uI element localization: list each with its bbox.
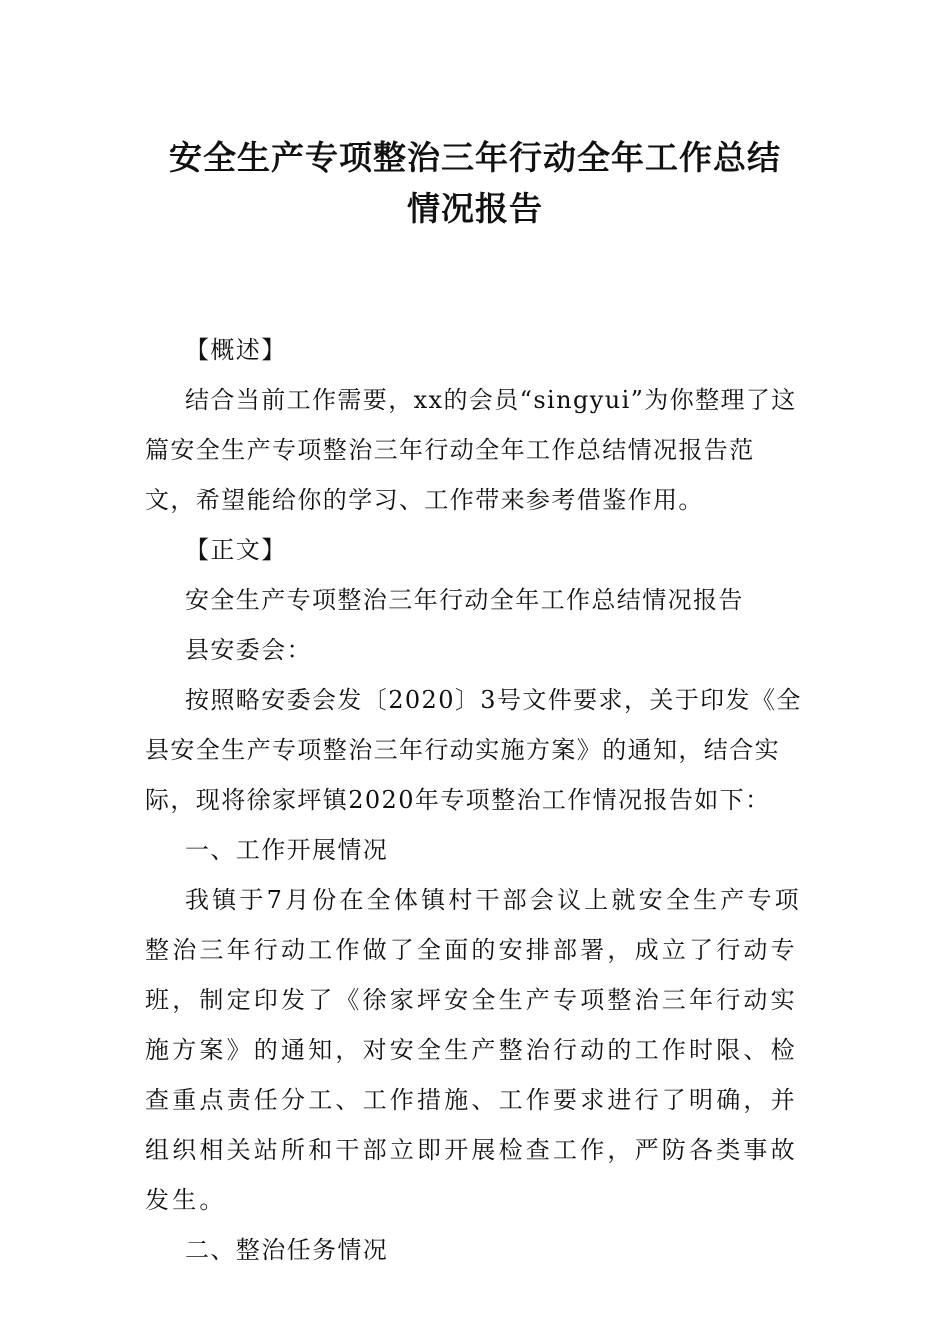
section-1-heading: 一、工作开展情况 xyxy=(185,836,389,864)
document-body xyxy=(145,325,805,1275)
document-title-line-1: 安全生产专项整治三年行动全年工作总结 xyxy=(169,138,781,177)
section-1-paragraph: 我镇于7月份在全体镇村干部会议上就安全生产专项整治三年行动工作做了全面的安排部署，成立了行动专班，制定印发了《徐家坪安全生产专项整治三年行动实施方案》的通知，对安全生产整治行动的工作时限、检查重点责任分工、工作措施、工作要求进行了明确，并组织相关站所和干部立即开展检查工作，严防各类事故发生。 xyxy=(145,886,802,1214)
summary-label: 【概述】 xyxy=(185,336,287,364)
intro-paragraph: 按照略安委会发〔2020〕3号文件要求，关于印发《全县安全生产专项整治三年行动实施方案》的通知，结合实际，现将徐家坪镇2020年专项整治工作情况报告如下： xyxy=(145,686,802,814)
main-text-label: 【正文】 xyxy=(185,536,287,564)
section-2-heading: 二、整治任务情况 xyxy=(185,1236,389,1264)
summary-paragraph: 结合当前工作需要，xx的会员“singyui”为你整理了这篇安全生产专项整治三年行动全年工作总结情况报告范文，希望能给你的学习、工作带来参考借鉴作用。 xyxy=(145,386,797,514)
document-title-line-2: 情况报告 xyxy=(407,189,543,228)
recipient-line: 县安委会： xyxy=(185,636,312,664)
report-title: 安全生产专项整治三年行动全年工作总结情况报告 xyxy=(185,586,744,614)
